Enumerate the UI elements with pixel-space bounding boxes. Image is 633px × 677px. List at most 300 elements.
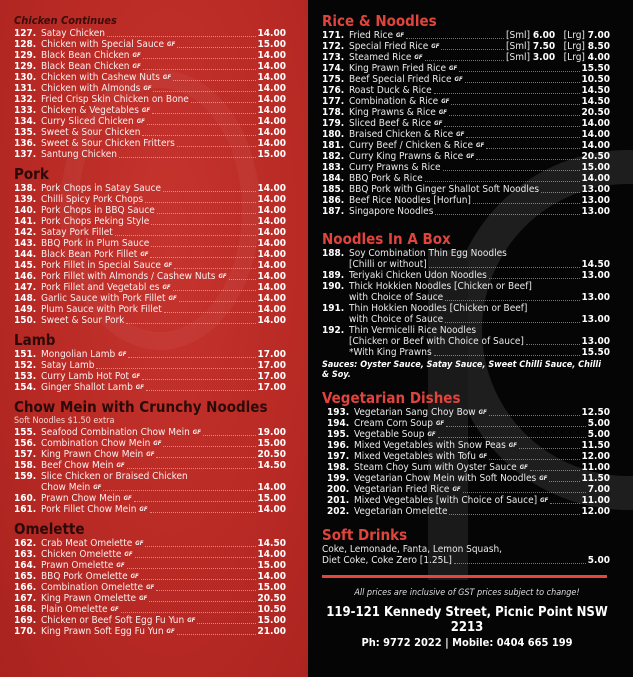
item-name: Pork Fillet in Special Sauce [41, 260, 161, 271]
item-price: 14.00 [257, 61, 286, 72]
item-name: Pork Chops Peking Style [41, 216, 150, 227]
item-number: 139. [14, 194, 37, 205]
item-name: King Prawn Soft Egg Fu Yun [41, 626, 164, 637]
item-name: Mixed Vegetables with Tofu [354, 451, 476, 462]
dot-leader [156, 457, 255, 458]
noodles-box-list [322, 248, 610, 358]
item-name: Steam Choy Sum with Oyster Sauce [354, 462, 517, 473]
dot-leader [177, 634, 256, 635]
dot-leader [443, 170, 580, 171]
item-number: 171. [322, 30, 345, 41]
item-number: 158. [14, 460, 37, 471]
gf-badge-icon: GF [166, 628, 175, 635]
menu-item-sized [322, 41, 610, 52]
dot-leader [149, 601, 255, 602]
menu-item [327, 462, 610, 473]
menu-item [14, 371, 286, 382]
gf-badge-icon: GF [139, 595, 148, 602]
dot-leader [406, 38, 504, 39]
menu-item [322, 118, 610, 129]
item-name: BBQ Pork in Plum Sauce [41, 238, 150, 249]
item-price: 5.00 [587, 418, 610, 429]
item-price: 20.50 [581, 151, 610, 162]
item-name: Black Bean Pork Fillet [41, 249, 138, 260]
menu-item [327, 440, 610, 451]
item-name: Vegetarian Fried Rice [354, 484, 450, 495]
dot-leader [128, 357, 255, 358]
sauces-note: Sauces: Oyster Sauce, Satay Sauce, Sweet Chilli Sauce, Chilli & Soy. [322, 360, 601, 380]
dot-leader [451, 104, 579, 105]
large-label: [Lrg] [563, 52, 585, 63]
item-number: 176. [322, 85, 345, 96]
dot-leader [146, 390, 256, 391]
item-name: King Prawn Omelette [41, 593, 137, 604]
item-name: King Prawns & Rice [349, 107, 436, 118]
dot-leader [454, 563, 586, 564]
drinks-line-2: Diet Coke, Coke Zero [1.25L] [322, 555, 452, 566]
item-price: 11.50 [581, 473, 610, 484]
dot-leader [177, 47, 255, 48]
item-name: Chicken or Beef Soft Egg Fu Yun [41, 615, 185, 626]
item-number: 147. [14, 282, 37, 293]
menu-item [322, 184, 610, 195]
item-number: 135. [14, 127, 37, 138]
item-price: 15.00 [257, 39, 286, 50]
item-price: 13.00 [581, 314, 610, 325]
item-number: 130. [14, 72, 37, 83]
dot-leader [526, 344, 580, 345]
item-price: 13.00 [581, 336, 610, 347]
item-price: 15.00 [257, 615, 286, 626]
menu-item [322, 162, 610, 173]
item-name: Santung Chicken [41, 149, 117, 160]
item-name: Black Bean Chicken [41, 61, 130, 72]
dot-leader [473, 203, 580, 204]
item-price: 12.50 [581, 407, 610, 418]
dot-leader [141, 579, 256, 580]
gf-badge-icon: GF [539, 475, 548, 482]
menu-item [322, 129, 610, 140]
dot-leader [203, 435, 256, 436]
item-price: 14.00 [257, 83, 286, 94]
gf-badge-icon: GF [479, 453, 488, 460]
item-number: 198. [327, 462, 350, 473]
menu-item [14, 538, 286, 549]
small-label: [Sml] [506, 30, 531, 41]
item-price: 14.00 [257, 205, 286, 216]
large-label: [Lrg] [563, 41, 585, 52]
right-menu-panel [308, 0, 633, 677]
gf-badge-icon: GF [540, 497, 549, 504]
dot-leader [549, 481, 579, 482]
vegetarian-heading: Vegetarian Dishes [322, 389, 461, 407]
menu-item [14, 360, 286, 371]
item-line-2 [322, 336, 610, 347]
dot-leader [163, 446, 255, 447]
gf-badge-icon: GF [192, 429, 201, 436]
dot-leader [142, 379, 255, 380]
dot-leader [459, 71, 579, 72]
item-name: Pork Chops in Satay Sauce [41, 183, 161, 194]
item-price: 14.00 [257, 183, 286, 194]
gf-badge-icon: GF [123, 495, 132, 502]
item-name: Chilli Spicy Pork Chops [41, 194, 144, 205]
small-label: [Sml] [506, 41, 531, 52]
menu-item [322, 248, 610, 270]
item-price: 14.00 [581, 129, 610, 140]
vegetarian-list [322, 407, 610, 517]
gf-badge-icon: GF [140, 251, 149, 258]
menu-item [14, 626, 286, 637]
large-price: 8.50 [587, 41, 610, 52]
dot-leader [444, 126, 579, 127]
menu-item [14, 504, 286, 515]
pork-heading: Pork [14, 165, 49, 183]
item-name-cont: [Chilli or without] [349, 259, 427, 270]
dot-leader [441, 49, 504, 50]
item-name: BBQ Pork & Rice [349, 173, 423, 184]
item-number: 175. [322, 74, 345, 85]
gf-badge-icon: GF [143, 85, 152, 92]
item-name: Mixed Vegetables [with Choice of Sauce] [354, 495, 538, 506]
menu-item-159 [14, 471, 286, 493]
item-number: 163. [14, 549, 37, 560]
item-number: 195. [327, 429, 350, 440]
gf-badge-icon: GF [110, 606, 119, 613]
item-number: 129. [14, 50, 37, 61]
item-price: 20.50 [257, 593, 286, 604]
item-number: 182. [322, 151, 345, 162]
gf-badge-icon: GF [162, 284, 171, 291]
gf-badge-icon: GF [168, 295, 177, 302]
dot-leader [434, 93, 580, 94]
item-name: Sweet & Sour Chicken Fritters [41, 138, 175, 149]
small-label: [Sml] [506, 52, 531, 63]
menu-item-sized [322, 30, 610, 41]
item-name: Prawn Omelette [41, 560, 114, 571]
item-number: 162. [14, 538, 37, 549]
chow-mein-subtitle: Soft Noodles $1.50 extra [14, 416, 115, 426]
menu-item [14, 549, 286, 560]
item-number: 138. [14, 183, 37, 194]
item-number: 169. [14, 615, 37, 626]
item-number: 141. [14, 216, 37, 227]
dot-leader [150, 512, 256, 513]
menu-item [14, 438, 286, 449]
gf-badge-icon: GF [118, 351, 127, 358]
item-name: Beef Chow Mein [41, 460, 114, 471]
chow-mein-list-2 [14, 493, 286, 515]
gf-badge-icon: GF [153, 440, 162, 447]
menu-item [322, 96, 610, 107]
item-number: 149. [14, 304, 37, 315]
menu-item [14, 493, 286, 504]
dot-leader [429, 267, 580, 268]
gf-badge-icon: GF [508, 442, 517, 449]
item-price: 14.00 [257, 116, 286, 127]
item-number: 190. [322, 281, 345, 292]
item-variant: *With King Prawns [349, 347, 432, 358]
omelette-list [14, 538, 286, 637]
item-number: 161. [14, 504, 37, 515]
item-price: 14.50 [581, 85, 610, 96]
item-name: Braised Chicken & Rice [349, 129, 454, 140]
item-name: Vegetarian Omelette [354, 506, 448, 517]
gf-badge-icon: GF [456, 131, 465, 138]
menu-item [14, 39, 286, 50]
item-price: 14.00 [581, 118, 610, 129]
dot-leader [145, 546, 255, 547]
item-name: Mixed Vegetables with Snow Peas [354, 440, 506, 451]
item-name: Thin Hokkien Noodles [Chicken or Beef] [349, 303, 528, 314]
dot-leader [446, 426, 586, 427]
small-price: 6.00 [532, 30, 556, 41]
item-name: Fried Rice [349, 30, 393, 41]
menu-item-sized [322, 52, 610, 63]
item-price: 15.00 [257, 582, 286, 593]
item-price: 14.00 [257, 315, 286, 326]
item-name: Chicken with Cashew Nuts [41, 72, 160, 83]
menu-item [14, 28, 286, 39]
item-price: 13.00 [581, 195, 610, 206]
item-price: 12.00 [581, 451, 610, 462]
gf-badge-icon: GF [162, 74, 172, 81]
menu-item [322, 107, 610, 118]
menu-item [322, 281, 610, 303]
omelette-heading: Omelette [14, 520, 85, 538]
dot-leader [550, 503, 579, 504]
item-name: Combination Chow Mein [41, 438, 151, 449]
item-name: Ginger Shallot Lamb [41, 382, 133, 393]
item-name: Chicken with Almonds [41, 83, 141, 94]
drinks-line-2-row [322, 555, 610, 566]
menu-item [14, 449, 286, 460]
item-name: Chicken Omelette [41, 549, 122, 560]
item-price: 14.00 [257, 571, 286, 582]
dot-leader [449, 514, 579, 515]
item-name: Plain Omelette [41, 604, 108, 615]
soft-drinks-heading: Soft Drinks [322, 526, 408, 544]
gf-badge-icon: GF [466, 153, 475, 160]
dot-leader [127, 568, 256, 569]
item-number: 164. [14, 560, 37, 571]
decorative-lantern-watermark [60, 70, 260, 350]
dot-leader [445, 300, 579, 301]
item-price: 14.50 [257, 460, 286, 471]
dot-leader [463, 492, 586, 493]
item-name-cont: [Chicken or Beef with Choice of Sauce] [349, 336, 524, 347]
item-price: 14.00 [257, 28, 286, 39]
menu-item [322, 173, 610, 184]
item-number: 173. [322, 52, 345, 63]
item-price: 13.00 [581, 292, 610, 303]
menu-item [14, 571, 286, 582]
item-name: Garlic Sauce with Pork Fillet [41, 293, 166, 304]
dot-leader [435, 214, 579, 215]
item-price: 15.50 [581, 63, 610, 74]
menu-item [327, 451, 610, 462]
rice-noodles-heading: Rice & Noodles [322, 12, 437, 30]
item-number: 194. [327, 418, 350, 429]
item-price: 14.50 [581, 96, 610, 107]
item-number: 187. [322, 206, 345, 217]
dot-leader [449, 115, 580, 116]
item-name: Pork Fillet Chow Mein [41, 504, 137, 515]
gf-badge-icon: GF [124, 551, 133, 558]
dot-leader [541, 192, 579, 193]
menu-item [322, 270, 610, 281]
item-name: Teriyaki Chicken Udon Noodles [349, 270, 487, 281]
item-price: 21.00 [257, 626, 286, 637]
item-name: Satay Pork Fillet [41, 227, 113, 238]
dot-leader [434, 355, 580, 356]
item-name-cont: Chow Mein [41, 482, 91, 493]
item-price: 14.00 [257, 504, 286, 515]
item-number: 160. [14, 493, 37, 504]
gf-badge-icon: GF [116, 562, 125, 569]
item-name: Combination & Rice [349, 96, 439, 107]
menu-item [327, 418, 610, 429]
item-number: 155. [14, 427, 37, 438]
item-price: 14.00 [257, 304, 286, 315]
item-number: 178. [322, 107, 345, 118]
item-number: 146. [14, 271, 37, 282]
menu-item [327, 484, 610, 495]
gf-badge-icon: GF [132, 63, 141, 70]
item-name: Singapore Noodles [349, 206, 434, 217]
item-price: 10.50 [257, 604, 286, 615]
item-name: Crab Meat Omelette [41, 538, 133, 549]
item-name: Chicken & Vegetables [41, 105, 139, 116]
menu-item [327, 429, 610, 440]
item-line-1 [322, 248, 610, 259]
item-number: 166. [14, 582, 37, 593]
item-name: Curry Prawns & Rice [349, 162, 441, 173]
item-line-1 [322, 303, 610, 314]
dot-leader [127, 468, 256, 469]
small-price: 3.00 [532, 52, 556, 63]
item-number: 136. [14, 138, 37, 149]
item-name: Beef Rice Noodles [Horfun] [349, 195, 471, 206]
item-number: 148. [14, 293, 37, 304]
dot-leader [425, 181, 580, 182]
item-number: 142. [14, 227, 37, 238]
drinks-price: 5.00 [587, 555, 610, 566]
dot-leader [425, 60, 505, 61]
item-number: 156. [14, 438, 37, 449]
gf-badge-icon: GF [135, 540, 144, 547]
item-price: 14.00 [257, 260, 286, 271]
footer-divider [322, 575, 607, 578]
gf-badge-icon: GF [395, 32, 405, 39]
item-number: 197. [327, 451, 350, 462]
item-number: 172. [322, 41, 345, 52]
large-price: 4.00 [587, 52, 610, 63]
dot-leader [103, 490, 255, 491]
gf-badge-icon: GF [116, 462, 125, 469]
item-number: 154. [14, 382, 37, 393]
item-name: Combination Omelette [41, 582, 144, 593]
item-number: 200. [327, 484, 350, 495]
large-label: [Lrg] [563, 30, 585, 41]
item-price: 15.00 [581, 162, 610, 173]
item-price: 15.00 [257, 560, 286, 571]
item-price: 14.00 [257, 127, 286, 138]
drinks-line-1: Coke, Lemonade, Fanta, Lemon Squash, [322, 544, 503, 555]
item-name-cont: with Choice of Sauce [349, 314, 444, 325]
chow-mein-heading: Chow Mein with Crunchy Noodles [14, 398, 268, 416]
dot-leader [489, 415, 580, 416]
item-number: 132. [14, 94, 37, 105]
gf-badge-icon: GF [478, 409, 487, 416]
dot-leader [476, 159, 579, 160]
item-price: 14.00 [257, 282, 286, 293]
item-name: Curry King Prawns & Rice [349, 151, 464, 162]
item-price: 10.50 [581, 74, 610, 85]
item-price: 12.00 [581, 506, 610, 517]
item-number: 167. [14, 593, 37, 604]
menu-item [327, 506, 610, 517]
item-price: 14.00 [257, 227, 286, 238]
menu-item [322, 151, 610, 162]
item-number: 127. [14, 28, 37, 39]
size-prices [506, 41, 610, 52]
item-number: 192. [322, 325, 345, 336]
menu-item [322, 74, 610, 85]
menu-item [322, 140, 610, 151]
item-price: 13.00 [581, 270, 610, 281]
item-price: 17.00 [257, 360, 286, 371]
item-number: 134. [14, 116, 37, 127]
dot-leader [135, 557, 256, 558]
item-name: Pork Chops in BBQ Sauce [41, 205, 155, 216]
item-price: 20.50 [257, 449, 286, 460]
menu-item [14, 50, 286, 61]
menu-item [327, 407, 610, 418]
dot-leader [489, 278, 580, 279]
gf-badge-icon: GF [163, 262, 173, 269]
item-name: Prawn Chow Mein [41, 493, 121, 504]
menu-item [322, 303, 610, 325]
item-name: Special Fried Rice [349, 41, 429, 52]
item-line-2 [322, 259, 610, 270]
dot-leader [465, 82, 580, 83]
gf-badge-icon: GF [438, 109, 447, 116]
item-number: 174. [322, 63, 345, 74]
item-name: Vegetarian Sang Choy Bow [354, 407, 476, 418]
rice-sized-list [322, 30, 610, 63]
size-prices [506, 52, 610, 63]
gf-badge-icon: GF [519, 464, 528, 471]
dot-leader [121, 612, 256, 613]
item-price: 5.00 [587, 429, 610, 440]
gf-badge-icon: GF [136, 118, 145, 125]
item-name: King Prawn Fried Rice [349, 63, 447, 74]
item-price: 14.00 [581, 173, 610, 184]
item-number: 150. [14, 315, 37, 326]
gf-badge-icon: GF [146, 584, 155, 591]
dot-leader [489, 459, 579, 460]
item-number: 128. [14, 39, 37, 50]
item-price: 14.00 [257, 549, 286, 560]
item-name: Steamed Rice [349, 52, 412, 63]
lamb-heading: Lamb [14, 331, 56, 349]
item-number: 165. [14, 571, 37, 582]
menu-item [322, 325, 610, 358]
item-line-1 [322, 325, 610, 336]
item-name: Satay Chicken [41, 28, 105, 39]
gf-badge-icon: GF [132, 373, 141, 380]
